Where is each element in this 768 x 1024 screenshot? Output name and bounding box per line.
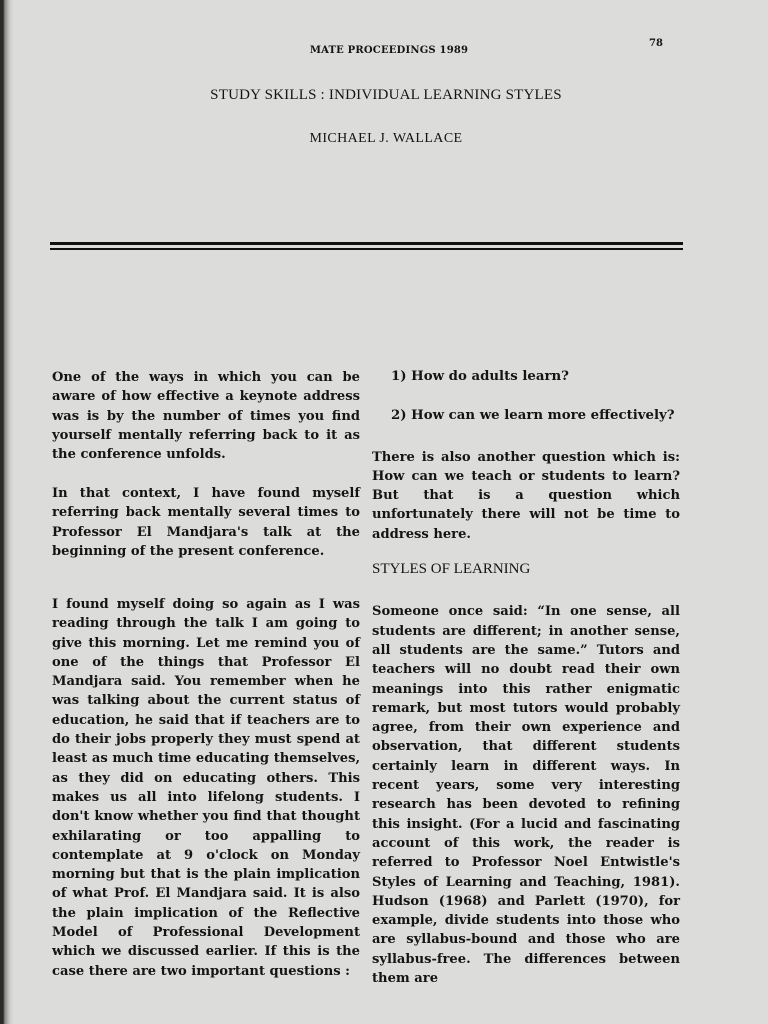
title-rule-top	[50, 242, 683, 245]
page-number: 78	[649, 38, 663, 49]
scanned-page-binding-edge	[0, 0, 14, 1024]
question-1: 1) How do adults learn?	[391, 369, 569, 384]
left-column	[52, 368, 360, 981]
right-paragraph-1: There is also another question which is: How can we teach or students to learn? But that is a question which unfortunately there will not be time to address here.	[372, 449, 680, 542]
left-paragraph-1: One of the ways in which you can be aware of how effective a keynote address was is by the number of times you find yourself mentally referring back to it as the conference unfolds.	[52, 370, 360, 463]
left-paragraph-3: I found myself doing so again as I was reading through the talk I am going to give this morning. Let me remind you of one of the things that Professor El Mandjara said. You remember when he was talking about the current status of education, he said that if teachers are to do their jobs properly they must spend at least as much time educating themselves, as they did on educating others. This makes us all into lifelong students. I don't know whether you find that thought exhilarating or too appalling to contemplate at 9 o'clock on Monday morning but that is the plain implication of what Prof. El Mandjara said. It is also the plain implication of the Reflective Model of Professional Development which we discussed earlier. If this is the case there are two important questions :	[52, 597, 360, 979]
section-heading: STYLES OF LEARNING	[372, 561, 531, 578]
right-paragraph-2: Someone once said: “In one sense, all students are different; in another sense, all students are the same.” Tutors and teachers will no doubt read their own meanings into this rather enigmatic remark, but most tutors would probably agree, from their own experience and observation, that different students certainly learn in different ways. In recent years, some very interesting research has been devoted to refining this insight. (For a lucid and fascinating account of this work, the reader is referred to Professor Noel Entwistle's Styles of Learning and Teaching, 1981). Hudson (1968) and Parlett (1970), for example, divide students into those who are syllabus-bound and those who are syllabus-free. The differences between them are	[372, 604, 680, 987]
proceedings-header: MATE PROCEEDINGS 1989	[309, 45, 469, 56]
paper-title: STUDY SKILLS : INDIVIDUAL LEARNING STYLES	[210, 87, 562, 103]
question-2: 2) How can we learn more effectively?	[391, 408, 675, 424]
title-rule-bottom	[50, 248, 683, 250]
right-column	[372, 367, 680, 988]
author-name: MICHAEL J. WALLACE	[309, 131, 463, 146]
left-paragraph-2: In that context, I have found myself referring back mentally several times to Professor El Mandjara's talk at the beginning of the present conference.	[52, 486, 360, 559]
